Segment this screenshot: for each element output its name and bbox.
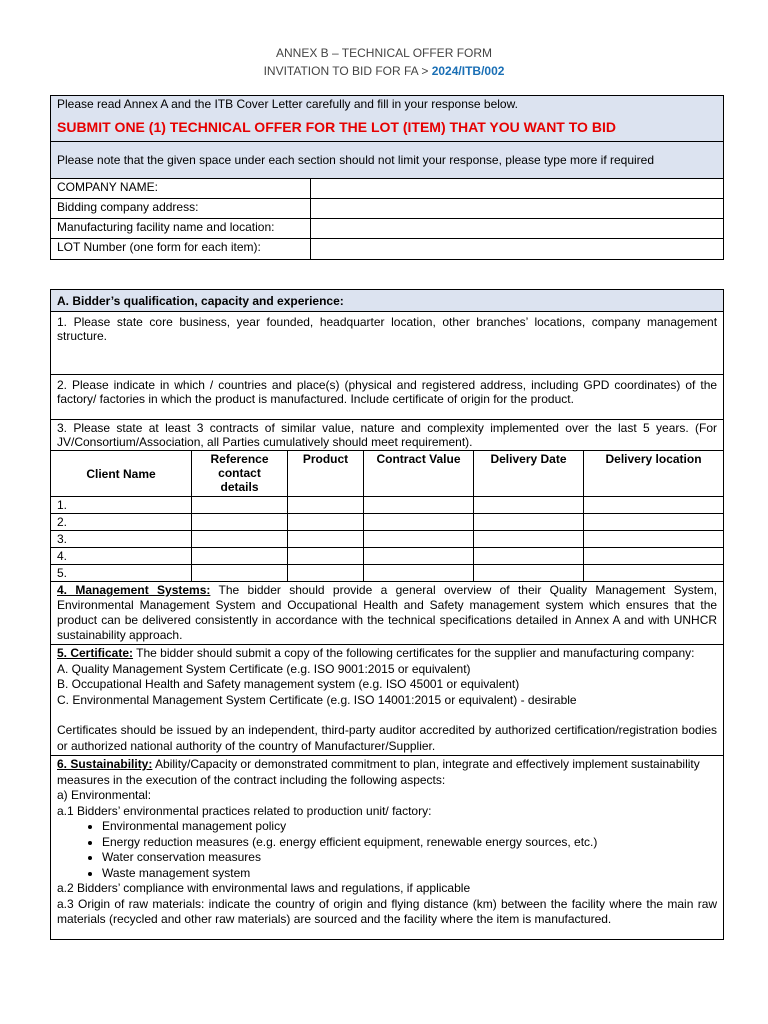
row-number: 4. — [51, 548, 192, 565]
certificate-cell — [51, 645, 724, 756]
certificate-note: Certificates should be issued by an independent, third-party auditor accredited by authorized certification/registration bodies or authorized national authority of the country of Manufacturer/Supplier. — [57, 723, 718, 753]
facility-field[interactable] — [311, 219, 724, 239]
sustainability-a2: a.2 Bidders’ compliance with environmental laws and regulations, if applicable — [57, 881, 471, 895]
contract-cell[interactable] — [192, 514, 288, 531]
contract-cell[interactable] — [192, 548, 288, 565]
certificate-item-b: B. Occupational Health and Safety management system (e.g. ISO 45001 or equivalent) — [57, 677, 520, 691]
contract-cell[interactable] — [288, 565, 364, 582]
contract-cell[interactable] — [474, 497, 584, 514]
itb-reference-line — [0, 64, 768, 78]
space-note: Please note that the given space under each section should not limit your response, please type more if required — [51, 142, 724, 179]
facility-label: Manufacturing facility name and location: — [51, 219, 311, 239]
company-name-field[interactable] — [311, 179, 724, 199]
sustainability-text: Ability/Capacity or demonstrated commitment to plan, integrate and effectively implement sustainability measures in the execution of the contract including the following aspects: — [57, 757, 700, 787]
contract-cell[interactable] — [364, 514, 474, 531]
contract-cell[interactable] — [474, 531, 584, 548]
column-product: Product — [288, 451, 364, 497]
certificate-item-c: C. Environmental Management System Certificate (e.g. ISO 14001:2015 or equivalent) - desirable — [57, 692, 577, 707]
company-info-table — [50, 95, 724, 260]
management-systems-cell — [51, 582, 724, 645]
contract-cell[interactable] — [192, 531, 288, 548]
bullet-item: • Water conservation measures — [102, 850, 717, 866]
question-1-cell[interactable] — [51, 312, 724, 375]
contract-cell[interactable] — [364, 548, 474, 565]
lot-number-field[interactable] — [311, 239, 724, 260]
intro-cell — [51, 96, 724, 142]
qualification-table — [50, 289, 724, 940]
management-text: The bidder should provide a general overview of their Quality Management System, Environmental Management System and Occupational Health and Safety management system which ensures that the product can be delivered consistently in accordance with the technical specifications detailed in Annex A and with UNHCR sustainability approach. — [57, 583, 718, 642]
company-address-label: Bidding company address: — [51, 199, 311, 219]
question-1-text: 1. Please state core business, year founded, headquarter location, other branches’ locations, company management structure. — [57, 315, 718, 343]
contract-cell[interactable] — [584, 514, 724, 531]
contract-cell[interactable] — [288, 531, 364, 548]
contract-row — [51, 548, 724, 565]
itb-prefix: INVITATION TO BID FOR FA > — [263, 64, 432, 78]
contract-cell[interactable] — [584, 531, 724, 548]
row-number: 2. — [51, 514, 192, 531]
contract-cell[interactable] — [364, 531, 474, 548]
question-2-text: 2. Please indicate in which / countries and place(s) (physical and registered address, including GPD coordinates) of the factory/ factories in which the product is manufactured. Include certificate of origin for the product. — [57, 378, 718, 406]
section-a-title: A. Bidder’s qualification, capacity and experience: — [51, 290, 724, 312]
sustainability-a3: a.3 Origin of raw materials: indicate the country of origin and flying distance (km) between the facility where the main raw materials (recycled and other raw materials) are sourced and the facility where the item is manufactured. — [57, 896, 718, 926]
column-delivery-date: Delivery Date — [474, 451, 584, 497]
question-2-cell[interactable] — [51, 375, 724, 420]
contract-row — [51, 497, 724, 514]
contract-cell[interactable] — [288, 514, 364, 531]
submit-note: SUBMIT ONE (1) TECHNICAL OFFER FOR THE LOT (ITEM) THAT YOU WANT TO BID — [57, 119, 616, 135]
sustainability-title: 6. Sustainability: — [57, 757, 153, 771]
read-note: Please read Annex A and the ITB Cover Letter carefully and fill in your response below. — [57, 97, 518, 111]
contract-cell[interactable] — [584, 497, 724, 514]
contract-row — [51, 514, 724, 531]
environmental-heading: a) Environmental: — [57, 788, 152, 802]
environmental-practices-list — [57, 819, 717, 881]
contract-cell[interactable] — [192, 497, 288, 514]
question-3-text: 3. Please state at least 3 contracts of similar value, nature and complexity implemented over the last 5 years. (For JV/Consortium/Association, all Parties cumulatively should meet requirement). — [51, 420, 724, 451]
bullet-item: • Waste management system — [102, 866, 717, 882]
column-delivery-location: Delivery location — [584, 451, 724, 497]
contract-cell[interactable] — [364, 565, 474, 582]
annex-title: ANNEX B – TECHNICAL OFFER FORM — [275, 46, 493, 60]
bullet-item: • Environmental management policy — [102, 819, 717, 835]
company-name-label: COMPANY NAME: — [51, 179, 311, 199]
certificate-text: The bidder should submit a copy of the following certificates for the supplier and manufacturing company: — [133, 646, 695, 660]
contract-cell[interactable] — [474, 548, 584, 565]
contract-cell[interactable] — [474, 514, 584, 531]
contract-cell[interactable] — [584, 565, 724, 582]
bullet-item: • Energy reduction measures (e.g. energy efficient equipment, renewable energy sources, etc.) — [102, 835, 717, 851]
column-contract-value: Contract Value — [364, 451, 474, 497]
sustainability-a1: a.1 Bidders’ environmental practices related to production unit/ factory: — [57, 803, 432, 818]
sustainability-cell — [51, 756, 724, 940]
contract-cell[interactable] — [192, 565, 288, 582]
contract-row — [51, 565, 724, 582]
contract-cell[interactable] — [584, 548, 724, 565]
contract-cell[interactable] — [474, 565, 584, 582]
contract-cell[interactable] — [364, 497, 474, 514]
column-reference-contact: Reference contact details — [192, 451, 288, 497]
management-title: 4. Management Systems: — [57, 583, 211, 597]
row-number: 3. — [51, 531, 192, 548]
contract-cell[interactable] — [288, 497, 364, 514]
row-number: 5. — [51, 565, 192, 582]
column-client-name: Client Name — [51, 451, 192, 497]
contract-row — [51, 531, 724, 548]
contract-cell[interactable] — [288, 548, 364, 565]
lot-number-label: LOT Number (one form for each item): — [51, 239, 311, 260]
row-number: 1. — [51, 497, 192, 514]
certificate-item-a: A. Quality Management System Certificate (e.g. ISO 9001:2015 or equivalent) — [57, 661, 471, 676]
certificate-title: 5. Certificate: — [57, 646, 134, 660]
company-address-field[interactable] — [311, 199, 724, 219]
itb-number: 2024/ITB/002 — [431, 64, 505, 78]
